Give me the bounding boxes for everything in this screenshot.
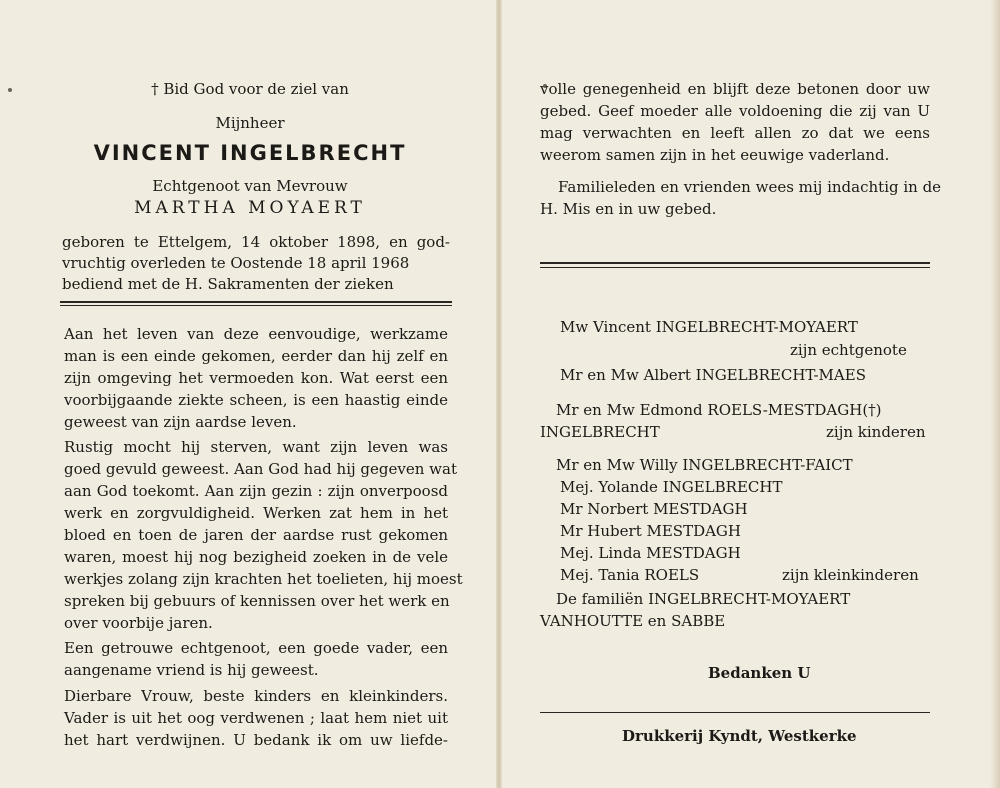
text-line: werkjes zolang zijn krachten het toelieten, hij moest	[64, 570, 463, 588]
text-line: voorbijgaande ziekte scheen, is een haastig einde	[64, 391, 448, 409]
grandchild-entry: Mr en Mw Willy INGELBRECHT-FAICT	[556, 456, 853, 474]
text-line: waren, moest hij nog bezigheid zoeken in de vele	[64, 548, 448, 566]
text-line: bloed en toen de jaren der aardse rust gekomen	[64, 526, 448, 544]
child-entry: Mr en Mw Edmond ROELS-MESTDAGH(†)	[556, 401, 882, 419]
text-line: mag verwachten en leeft allen zo dat we eens	[540, 124, 930, 142]
text-line: aan God toekomt. Aan zijn gezin : zijn onverpoosd	[64, 482, 448, 500]
text-line: Een getrouwe echtgenoot, een goede vader, een	[64, 639, 448, 657]
spouse-of: Echtgenoot van Mevrouw	[152, 177, 348, 195]
card-edge	[990, 0, 1000, 788]
text-line: gebed. Geef moeder alle voldoening die zij van U	[540, 102, 930, 120]
family-entry: VANHOUTTE en SABBE	[540, 612, 726, 630]
text-line: aangename vriend is hij geweest.	[64, 661, 319, 679]
footer-rule	[540, 712, 930, 713]
role-label: zijn kleinkinderen	[782, 566, 919, 584]
text-line: werk en zorgvuldigheid. Werken zat hem in het	[64, 504, 448, 522]
spouse-name: MARTHA MOYAERT	[134, 198, 366, 218]
divider-rule	[60, 305, 452, 306]
divider-rule	[540, 267, 930, 268]
child-entry-cont: INGELBRECHT	[540, 423, 660, 441]
family-entry: De familiën INGELBRECHT-MOYAERT	[556, 590, 851, 608]
text-line: Dierbare Vrouw, beste kinders en kleinkinders.	[64, 687, 448, 705]
text-line: spreken bij gebuurs of kennissen over het werk en	[64, 592, 450, 610]
thanks-line: Bedanken U	[708, 664, 811, 682]
text-line: het hart verdwijnen. U bedank ik om uw liefde-	[64, 731, 448, 749]
child-entry: Mr en Mw Albert INGELBRECHT-MAES	[560, 366, 866, 384]
printer-credit: Drukkerij Kyndt, Westkerke	[622, 727, 857, 745]
text-line: Aan het leven van deze eenvoudige, werkzame	[64, 325, 448, 343]
honorific: Mijnheer	[215, 114, 285, 132]
divider-rule	[540, 262, 930, 264]
role-label: zijn kinderen	[826, 423, 926, 441]
deceased-name: VINCENT INGELBRECHT	[93, 141, 407, 165]
death-line: vruchtig overleden te Oostende 18 april 1968	[62, 254, 410, 272]
text-line: H. Mis en in uw gebed.	[540, 200, 717, 218]
card-fold	[496, 0, 502, 788]
grandchild-entry: Mej. Yolande INGELBRECHT	[560, 478, 783, 496]
text-line: geweest van zijn aardse leven.	[64, 413, 297, 431]
text-line: goed gevuld geweest. Aan God had hij gegeven wat	[64, 460, 457, 478]
text-line: over voorbije jaren.	[64, 614, 213, 632]
paper-mark	[8, 88, 12, 92]
divider-rule	[60, 301, 452, 303]
sacrament-line: bediend met de H. Sakramenten der zieken	[62, 275, 394, 293]
role-label: zijn echtgenote	[790, 341, 907, 359]
text-line: zijn omgeving het vermoeden kon. Wat eerst een	[64, 369, 448, 387]
birth-line: geboren te Ettelgem, 14 oktober 1898, en god-	[62, 233, 450, 251]
grandchild-entry: Mej. Tania ROELS	[560, 566, 700, 584]
grandchild-entry: Mr Norbert MESTDAGH	[560, 500, 748, 518]
text-line: Rustig mocht hij sterven, want zijn leven was	[64, 438, 448, 456]
text-line: Familieleden en vrienden wees mij indachtig in de	[558, 178, 942, 196]
text-line: Vader is uit het oog verdwenen ; laat hem niet uit	[64, 709, 448, 727]
spouse-entry: Mw Vincent INGELBRECHT-MOYAERT	[560, 318, 858, 336]
text-line: volle genegenheid en blijft deze betonen door uw	[540, 80, 930, 98]
text-line: man is een einde gekomen, eerder dan hij zelf en	[64, 347, 448, 365]
prayer-line: † Bid God voor de ziel van	[151, 80, 349, 98]
grandchild-entry: Mej. Linda MESTDAGH	[560, 544, 741, 562]
grandchild-entry: Mr Hubert MESTDAGH	[560, 522, 741, 540]
text-line: weerom samen zijn in het eeuwige vaderland.	[540, 146, 890, 164]
